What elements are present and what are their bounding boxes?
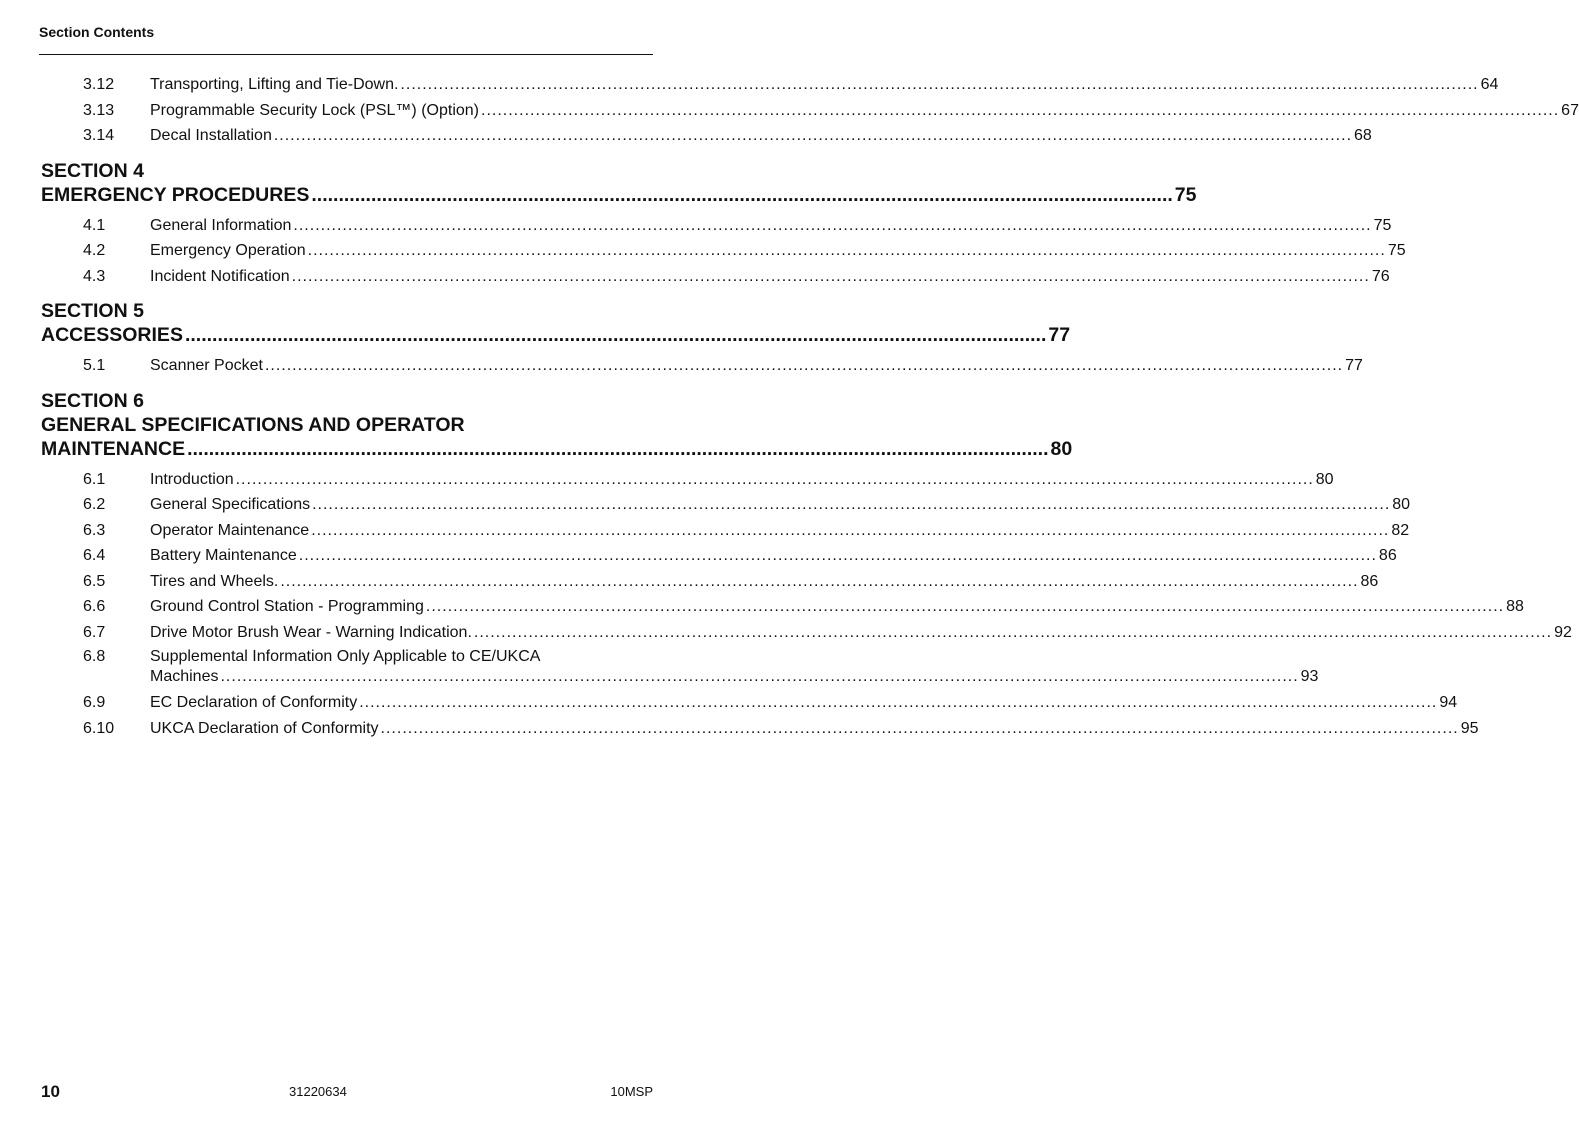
section-label: SECTION 6 — [41, 389, 144, 412]
toc-entry-title-line1: Supplemental Information Only Applicable to CE/UKCA — [150, 648, 541, 665]
dot-leader — [311, 183, 1172, 207]
page-header — [39, 24, 653, 55]
toc-entry-number: 6.10 — [83, 719, 115, 737]
toc-entry-title: Battery Maintenance — [150, 547, 297, 564]
dot-leader — [400, 72, 1478, 98]
toc-entry[interactable] — [41, 620, 1572, 646]
toc-entry-page: 93 — [1300, 668, 1319, 685]
toc-entry[interactable] — [41, 467, 1334, 493]
toc-entry-number: 6.4 — [83, 547, 106, 564]
dot-leader — [187, 437, 1048, 461]
table-of-contents — [41, 72, 1579, 741]
toc-entry-page: 82 — [1391, 521, 1410, 539]
dot-leader — [292, 264, 1370, 290]
toc-entry-page: 88 — [1506, 598, 1524, 615]
toc-entry-title-line2-row — [150, 667, 1318, 687]
toc-entry-title: Operator Maintenance — [150, 521, 310, 539]
toc-entry-number: 5.1 — [83, 357, 106, 374]
toc-entry[interactable] — [41, 518, 1410, 544]
dot-leader — [274, 123, 1352, 149]
toc-entry-number: 6.7 — [83, 623, 106, 641]
toc-entry-number: 6.5 — [83, 572, 106, 590]
toc-entry-title: Emergency Operation — [150, 242, 306, 259]
toc-entry-number: 6.2 — [83, 496, 106, 513]
footer-model: 10MSP — [610, 1084, 653, 1099]
toc-entry-page: 80 — [1392, 496, 1411, 513]
dot-leader — [236, 467, 1314, 493]
toc-entry-title: Drive Motor Brush Wear - Warning Indication. — [150, 623, 472, 641]
dot-leader — [312, 492, 1390, 518]
toc-entry[interactable] — [41, 213, 1392, 239]
toc-entry-page: 77 — [1345, 357, 1363, 374]
toc-entry-title-line2: Machines — [150, 668, 219, 685]
toc-entry[interactable] — [41, 543, 1397, 569]
dot-leader — [220, 667, 1298, 687]
toc-entry-title: Scanner Pocket — [150, 357, 263, 374]
dot-leader — [185, 323, 1046, 347]
toc-entry-number: 4.2 — [83, 242, 106, 259]
toc-entry-page: 75 — [1387, 242, 1406, 259]
footer-page-number: 10 — [41, 1082, 60, 1101]
toc-entry-title: Tires and Wheels. — [150, 572, 279, 590]
toc-entry[interactable] — [41, 123, 1372, 149]
toc-entry[interactable] — [41, 594, 1524, 620]
toc-section-4 — [41, 159, 1406, 290]
section-title-line[interactable] — [41, 323, 1071, 347]
toc-entry-page: 95 — [1460, 719, 1479, 737]
toc-section-6 — [41, 389, 1572, 742]
page-footer — [41, 1082, 653, 1102]
toc-entry[interactable] — [41, 647, 1319, 687]
section-page: 77 — [1048, 324, 1071, 346]
dot-leader — [280, 569, 1358, 595]
section-title-line[interactable] — [41, 437, 1073, 461]
dot-leader — [293, 213, 1371, 239]
dot-leader — [299, 543, 1377, 569]
toc-entry[interactable] — [41, 690, 1458, 716]
toc-entry-page: 92 — [1554, 623, 1572, 641]
toc-entry-title: General Information — [150, 216, 292, 234]
section-title-line[interactable] — [41, 183, 1197, 207]
toc-entry[interactable] — [41, 98, 1579, 124]
toc-entry[interactable] — [41, 353, 1363, 379]
toc-entry-page: 86 — [1360, 572, 1379, 590]
toc-entry-title: EC Declaration of Conformity — [150, 694, 358, 711]
toc-entry-number: 4.3 — [83, 267, 106, 285]
toc-entry[interactable] — [41, 72, 1499, 98]
header-divider — [39, 54, 653, 55]
toc-entry-number: 6.6 — [83, 598, 106, 615]
toc-entry-number: 3.12 — [83, 76, 115, 93]
footer-document-number: 31220634 — [289, 1084, 347, 1099]
toc-entry[interactable] — [41, 264, 1390, 290]
section-title: EMERGENCY PROCEDURES — [41, 183, 310, 206]
toc-entry[interactable] — [41, 492, 1411, 518]
toc-entry-title: Decal Installation — [150, 127, 272, 144]
section-title: ACCESSORIES — [41, 324, 183, 346]
dot-leader — [481, 98, 1559, 124]
toc-entry-page: 67 — [1561, 101, 1579, 119]
toc-entry-page: 64 — [1480, 76, 1499, 93]
toc-entry-number: 6.3 — [83, 521, 106, 539]
toc-entry-title: Programmable Security Lock (PSL™) (Option) — [150, 101, 479, 119]
toc-entry[interactable] — [41, 716, 1479, 742]
toc-entry-page: 75 — [1373, 216, 1392, 234]
dot-leader — [265, 353, 1343, 379]
toc-entry-page: 94 — [1439, 694, 1458, 711]
toc-entry-title: Transporting, Lifting and Tie-Down. — [150, 76, 399, 93]
dot-leader — [308, 238, 1386, 264]
section-label: SECTION 5 — [41, 300, 144, 322]
toc-entry-number: 6.9 — [83, 694, 106, 711]
toc-entry-number: 6.8 — [83, 648, 106, 665]
toc-entry-body — [150, 647, 1318, 687]
header-title: Section Contents — [39, 24, 155, 40]
toc-entry-number: 3.13 — [83, 101, 115, 119]
section-title: MAINTENANCE — [41, 437, 186, 460]
toc-entry-title: Ground Control Station - Programming — [150, 598, 424, 615]
toc-entry[interactable] — [41, 238, 1406, 264]
dot-leader — [426, 594, 1504, 620]
toc-entry-title: Incident Notification — [150, 267, 290, 285]
dot-leader — [359, 690, 1437, 716]
dot-leader — [311, 518, 1389, 544]
section-label: SECTION 4 — [41, 159, 144, 182]
toc-section-5 — [41, 299, 1363, 379]
toc-entry[interactable] — [41, 569, 1379, 595]
toc-group-section-3-continued — [41, 72, 1579, 149]
section-title-first-line: GENERAL SPECIFICATIONS AND OPERATOR — [41, 413, 465, 436]
toc-entry-number: 6.1 — [83, 470, 106, 488]
dot-leader — [381, 716, 1459, 742]
section-page: 75 — [1174, 183, 1197, 206]
toc-entry-page: 80 — [1315, 470, 1334, 488]
toc-entry-number: 4.1 — [83, 216, 106, 234]
dot-leader — [474, 620, 1552, 646]
section-page: 80 — [1050, 437, 1073, 460]
toc-entry-number: 3.14 — [83, 127, 115, 144]
toc-entry-title: UKCA Declaration of Conformity — [150, 719, 379, 737]
toc-entry-page: 76 — [1371, 267, 1390, 285]
toc-entry-page: 86 — [1378, 547, 1397, 564]
toc-entry-title: General Specifications — [150, 496, 311, 513]
toc-entry-title: Introduction — [150, 470, 234, 488]
toc-entry-page: 68 — [1354, 127, 1372, 144]
